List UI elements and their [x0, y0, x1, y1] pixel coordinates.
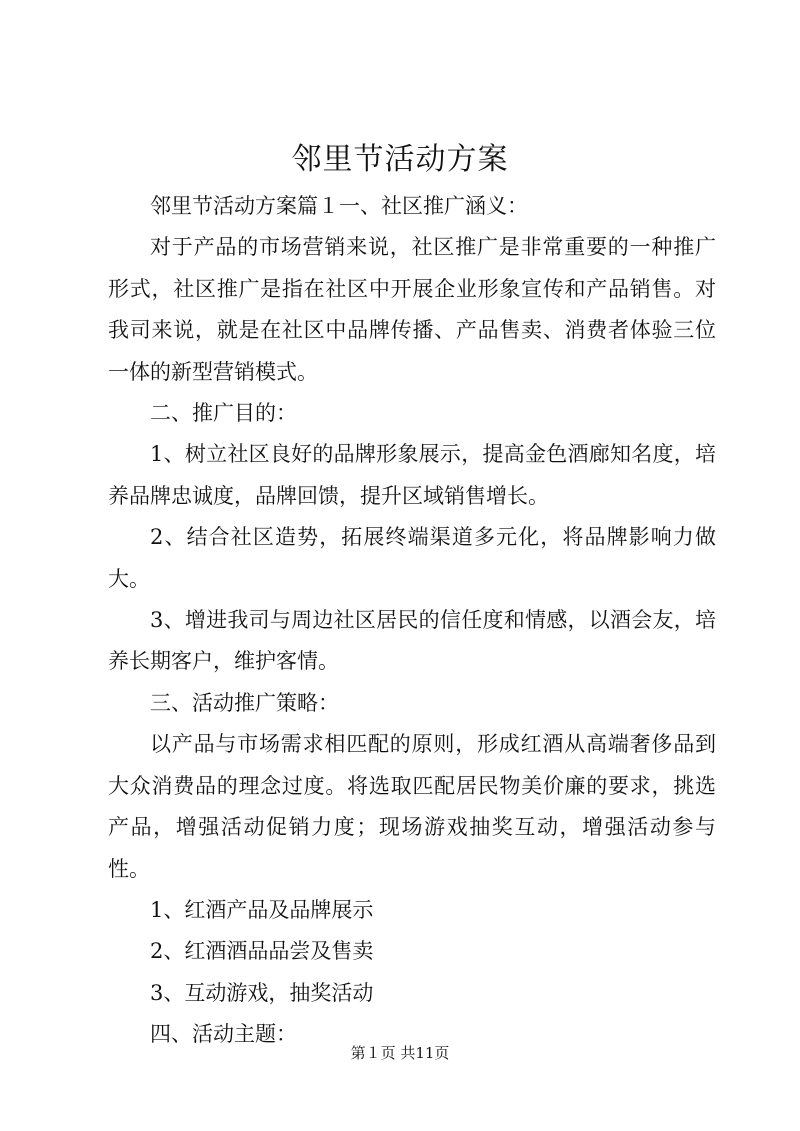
paragraph-purpose-3: 3、增进我司与周边社区居民的信任度和情感，以酒会友，培养长期客户，维护客情。: [108, 608, 716, 674]
paragraph-intro: 邻里节活动方案篇１一、社区推广涵义：: [150, 194, 528, 218]
document-body: [108, 186, 716, 1056]
paragraph-purpose-2: 2、结合社区造势，拓展终端渠道多元化，将品牌影响力做大。: [108, 525, 716, 591]
paragraph-purpose-1: 1、树立社区良好的品牌形象展示，提高金色酒廊知名度，培养品牌忠诚度，品牌回馈，提升区域销售增长。: [108, 442, 716, 508]
list-item-strategy-1: 1、红酒产品及品牌展示: [150, 897, 374, 922]
heading-purpose: 二、推广目的：: [150, 401, 297, 426]
list-item-strategy-3: 3、互动游戏，抽奖活动: [150, 980, 374, 1005]
list-item-strategy-2: 2、红酒酒品品尝及售卖: [150, 939, 374, 964]
document-title: 邻里节活动方案: [291, 142, 509, 177]
heading-strategy: 三、活动推广策略：: [150, 690, 339, 715]
page-number-footer: 第１页 共11页: [350, 1044, 450, 1062]
paragraph-definition: 对于产品的市场营销来说，社区推广是非常重要的一种推广形式，社区推广是指在社区中开展企业形象宣传和产品销售。对我司来说，就是在社区中品牌传播、产品售卖、消费者体验三位一体的新型营销模式。: [108, 235, 716, 384]
paragraph-strategy: 以产品与市场需求相匹配的原则，形成红酒从高端奢侈品到大众消费品的理念过度。将选取匹配居民物美价廉的要求，挑选产品，增强活动促销力度；现场游戏抽奖互动，增强活动参与性。: [108, 732, 716, 881]
heading-theme: 四、活动主题：: [150, 1022, 297, 1047]
